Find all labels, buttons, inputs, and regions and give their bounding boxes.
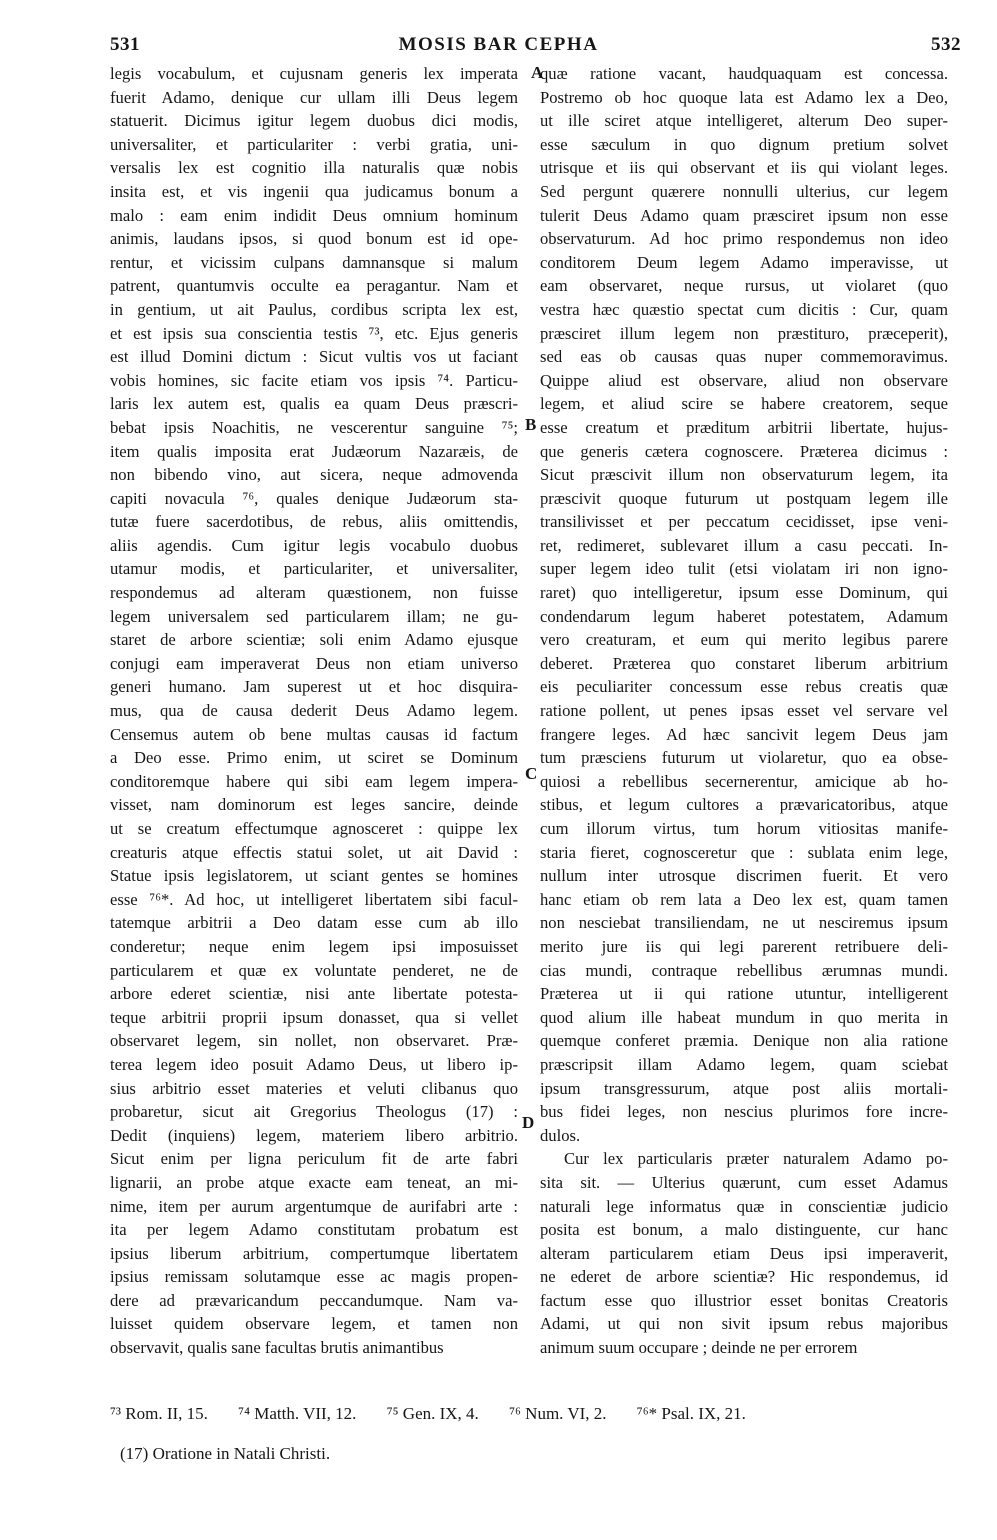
text-line: sius arbitrio esset materies et veluti clibanus quo bbox=[110, 1078, 518, 1098]
text-line: cias mundi, contraque rebellibus ærumnas mundi. bbox=[540, 960, 948, 980]
text-line: sita sit. — Ulterius quærunt, cum esset Adamus bbox=[540, 1172, 948, 1192]
text-line: conditoremque habere qui sibi eam legem impera- bbox=[110, 771, 518, 791]
text-line: versalis lex est cognitio illa naturalis quæ nobis bbox=[110, 158, 518, 178]
text-line: ipsius liberum arbitrium, compertumque libertatem bbox=[110, 1243, 518, 1263]
text-line: est illud Domini dictum : Sicut vultis vos ut faciant bbox=[110, 347, 518, 367]
running-title: MOSIS BAR CEPHA bbox=[398, 34, 599, 55]
text-line: stibus, et legum cultores a prævaricatoribus, atque bbox=[540, 795, 948, 815]
footnote: ⁷⁴ Matth. VII, 12. bbox=[238, 1404, 357, 1423]
text-line: esse creatum et præditum arbitrii libertate, hujus- bbox=[540, 417, 948, 437]
text-line: Quippe aliud est observare, aliud non observare bbox=[540, 370, 948, 390]
text-line: nime, item per aurum argentumque de aurifabri arte : bbox=[110, 1196, 518, 1216]
text-line: mus, qua de causa dederit Deus Adamo legem. bbox=[110, 701, 518, 721]
text-line: ipsius remissam solutamque esse ac magis propen- bbox=[110, 1267, 518, 1287]
page-number-left: 531 bbox=[110, 34, 140, 55]
text-line: tutæ fuere sacerdotibus, de rebus, aliis omittendis, bbox=[110, 512, 518, 532]
text-line: esse ⁷⁶*. Ad hoc, ut intelligeret libertatem sibi facul- bbox=[110, 889, 518, 909]
text-line: animis, laudans ipsos, si quod bonum est id ope- bbox=[110, 229, 518, 249]
text-line: quiosi a rebellibus secernerentur, amicique ab ho- bbox=[540, 771, 948, 791]
text-line: Sicut enim per ligna periculum fit de arte fabri bbox=[110, 1149, 518, 1169]
page-number-right: 532 bbox=[931, 34, 961, 55]
text-line: bus fidei leges, non nescius plurimos fore incre- bbox=[540, 1102, 948, 1122]
text-line: particularem et quæ ex voluntate penderet, ne de bbox=[110, 960, 518, 980]
text-line: præscripsit illam Adamo legem, quam sciebat bbox=[540, 1054, 948, 1074]
text-line: utamur modis, et particulariter, et universaliter, bbox=[110, 559, 518, 579]
text-line: Sed pergunt quærere nonnulli ulterius, cur legem bbox=[540, 181, 948, 201]
text-line: animum suum occupare ; deinde ne per errorem bbox=[540, 1338, 858, 1358]
text-line: Adami, ut qui non sivit ipsum rebus majoribus bbox=[540, 1314, 948, 1334]
text-line: que generis cætera cognoscere. Præterea dicimus : bbox=[540, 441, 948, 461]
text-line: non bibendo vino, aut sicera, neque admovenda bbox=[110, 465, 518, 485]
text-line: fuerit Adamo, denique cur ullam illi Deus legem bbox=[110, 87, 518, 107]
text-column-left bbox=[110, 62, 518, 1360]
text-column-right bbox=[540, 62, 948, 1360]
text-line: utrisque et iis qui observant et iis qui violant leges. bbox=[540, 158, 948, 178]
text-line: esse sæculum in quo dignum pretium solvet bbox=[540, 134, 948, 154]
text-line: terea legem ideo posuit Adamo Deus, ut libero ip- bbox=[110, 1054, 518, 1074]
text-line: alteram particularem etiam Deus ipsi imperaverit, bbox=[540, 1243, 948, 1263]
text-line: præsciret illum legem non præstituro, præceperit), bbox=[540, 323, 948, 343]
text-line: lignarii, an probe atque exacte eam teneat, an mi- bbox=[110, 1172, 518, 1192]
text-line: item qualis imposita erat Judæorum Nazaræis, de bbox=[110, 441, 518, 461]
footnotes bbox=[110, 1402, 910, 1426]
text-line: quæ ratione vacant, haudquaquam est concessa. bbox=[540, 64, 948, 83]
text-line: naturali lege informatus quæ in conscientiæ judicio bbox=[540, 1196, 948, 1216]
text-line: merito jure iis qui legi parerent retribuere deli- bbox=[540, 936, 948, 956]
text-line: vero creaturam, et eum qui merito legibus parere bbox=[540, 630, 948, 650]
text-line: condendarum legum haberet potestatem, Adamum bbox=[540, 606, 948, 626]
text-line: luisset quidem observare legem, et tamen non bbox=[110, 1314, 518, 1334]
text-line: a Deo esse. Primo enim, ut sciret se Dominum bbox=[110, 748, 518, 768]
text-line: dulos. bbox=[540, 1125, 581, 1145]
text-line: observaret legem, sin nollet, non observaret. Præ- bbox=[110, 1031, 518, 1051]
text-line: staret de arbore scientiæ; soli enim Adamo ejusque bbox=[110, 630, 518, 650]
text-line: conderetur; neque enim legem ipsi imposuisset bbox=[110, 936, 518, 956]
margin-marker-d: D bbox=[522, 1113, 535, 1132]
text-line: factum esse quo illustrior esset bonitas Creatoris bbox=[540, 1290, 948, 1310]
text-line: ratione pollent, ut penes ipsas esset vel servare vel bbox=[540, 701, 948, 721]
margin-marker-a: A bbox=[531, 63, 544, 82]
margin-marker-b: B bbox=[525, 415, 537, 434]
text-line: hanc etiam ob rem lata a Deo lex est, quam tamen bbox=[540, 889, 948, 909]
text-line: nullum inter utrosque discrimen fuerit. Et vero bbox=[540, 866, 948, 886]
footnote: ⁷⁶ Num. VI, 2. bbox=[509, 1404, 607, 1423]
text-line: transilivisset et per peccatum cecidisset, ipse veni- bbox=[540, 512, 948, 532]
text-line: Censemus autem ob bene multas causas id factum bbox=[110, 724, 518, 744]
text-line: sed eas ob causas quas nuper commemoravimus. bbox=[540, 347, 948, 367]
text-line: rentur, et vicissim culpans damnansque si malum bbox=[110, 252, 518, 272]
text-line: super legem ideo tulit (etsi violatam iri non igno- bbox=[540, 559, 948, 579]
footnote: ⁷³ Rom. II, 15. bbox=[110, 1404, 208, 1423]
text-line: respondemus ad alteram quæstionem, non fuisse bbox=[110, 583, 518, 603]
text-line: tum præsciens futurum ut violaretur, quo ea obse- bbox=[540, 748, 948, 768]
text-line: bebat ipsis Noachitis, ne vescerentur sanguine ⁷⁵; bbox=[110, 417, 518, 437]
text-line: capiti novacula ⁷⁶, quales denique Judæorum sta- bbox=[110, 488, 518, 508]
margin-marker-c: C bbox=[525, 764, 538, 783]
text-line: legis vocabulum, et cujusnam generis lex imperata bbox=[110, 64, 518, 83]
text-line: quemque conferet præmia. Denique non alia ratione bbox=[540, 1031, 948, 1051]
text-line: tulerit Deus Adamo quam præsciret ipsum non esse bbox=[540, 205, 948, 225]
text-line: ut se creatum effectumque agnosceret : quippe lex bbox=[110, 819, 518, 838]
text-line: in gentium, ut ait Paulus, cordibus scripta lex est, bbox=[110, 299, 518, 319]
text-line: eam observaret, neque rursus, ut violaret (quo bbox=[540, 276, 948, 296]
text-line: ut ille sciret atque intelligeret, alterum Deo super- bbox=[540, 111, 948, 131]
text-line: staria fieret, cognosceretur que : sublata enim lege, bbox=[540, 842, 948, 862]
text-line: cum illorum virtus, tum horum vitiositas manife- bbox=[540, 819, 948, 838]
footnote: ⁷⁶* Psal. IX, 21. bbox=[636, 1404, 746, 1423]
text-line: creaturis atque effectis statui solet, ut ait David : bbox=[110, 842, 518, 862]
text-line: posita est bonum, a malo distinguente, cur hanc bbox=[540, 1220, 948, 1240]
text-line: et est ipsis sua conscientia testis ⁷³, etc. Ejus generis bbox=[110, 323, 518, 343]
text-line: Præterea ut ii qui ratione utuntur, intelligerent bbox=[540, 984, 948, 1004]
text-line: arbore ederet scientiæ, nisi ante libertate potesta- bbox=[110, 984, 518, 1004]
text-line: ita per legem Adamo constitutam probatum est bbox=[110, 1220, 518, 1240]
text-line: probaretur, sicut ait Gregorius Theologus (17) : bbox=[110, 1102, 518, 1122]
text-line: legem universalem sed particularem illam; ne gu- bbox=[110, 606, 518, 626]
text-line: Cur lex particularis præter naturalem Adamo po- bbox=[564, 1149, 948, 1169]
text-line: legem, et aliud scire se habere creatorem, seque bbox=[540, 394, 948, 414]
text-line: laris lex autem est, qualis ea quam Deus præscri- bbox=[110, 394, 518, 414]
text-line: quod alium ille habeat mundum in quo merita in bbox=[540, 1007, 948, 1027]
text-line: insita est, et vis ingenii qua judicamus bonum a bbox=[110, 181, 518, 201]
text-line: dere ad prævaricandum peccandumque. Nam va- bbox=[110, 1290, 518, 1310]
footnote-17: (17) Oratione in Natali Christi. bbox=[120, 1444, 331, 1463]
text-line: patrent, quantumvis occulte ea peragantur. Nam et bbox=[110, 276, 518, 296]
text-line: observavit, qualis sane facultas brutis animantibus bbox=[110, 1338, 444, 1358]
text-line: observaturum. Ad hoc primo respondemus non ideo bbox=[540, 229, 948, 249]
text-line: conditorem Deum legem Adamo imperavisse, ut bbox=[540, 252, 948, 272]
text-line: Sicut præscivit illum non observaturum legem, ita bbox=[540, 465, 948, 485]
text-line: Statue ipsis legislatorem, ut sciant gentes se homines bbox=[110, 866, 518, 886]
text-line: teque arbitrii proprii ipsum donasset, qua si vellet bbox=[110, 1007, 518, 1027]
text-line: universaliter, et particulariter : verbi gratia, uni- bbox=[110, 134, 518, 154]
text-line: vobis homines, sic facite etiam vos ipsis ⁷⁴. Particu- bbox=[110, 370, 518, 390]
text-line: generi humano. Jam superest ut et hoc disquira- bbox=[110, 677, 518, 697]
text-line: Postremo ob hoc quoque lata est Adamo lex a Deo, bbox=[540, 87, 948, 107]
text-line: vestra hæc quæstio spectat cum dicitis : Cur, quam bbox=[540, 299, 948, 319]
text-line: eis peculiariter concessum esse rebus creatis quæ bbox=[540, 677, 948, 697]
text-line: ne ederet de arbore scientiæ? Hic respondemus, id bbox=[540, 1267, 948, 1287]
text-line: Dedit (inquiens) legem, materiem libero arbitrio. bbox=[110, 1125, 518, 1145]
text-line: non nesciebat transiliendam, ne ut nesciremus ipsum bbox=[540, 913, 948, 933]
text-line: conjugi eam imperaverat Deus non etiam universo bbox=[110, 653, 518, 673]
text-line: præscivit quoque futurum ut postquam legem ille bbox=[540, 488, 948, 508]
text-line: visset, nam dominorum est leges sancire, deinde bbox=[110, 795, 518, 815]
text-line: deberet. Præterea quo constaret liberum arbitrium bbox=[540, 653, 948, 673]
text-line: raret) quo intelligeretur, ipsum esse Dominum, qui bbox=[540, 583, 948, 603]
text-line: aliis agendis. Cum igitur legis vocabulo duobus bbox=[110, 535, 518, 555]
footnote: ⁷⁵ Gen. IX, 4. bbox=[386, 1404, 479, 1423]
text-line: frangere leges. Ad hæc sancivit legem Deus jam bbox=[540, 724, 948, 744]
text-line: ipsum transgressurum, atque post aliis mortali- bbox=[540, 1078, 948, 1098]
text-line: malo : eam enim indidit Deus omnium hominum bbox=[110, 205, 518, 225]
text-line: statuerit. Dicimus igitur legem duobus dici modis, bbox=[110, 111, 518, 131]
text-line: tatemque arbitrii a Deo datam esse cum ab illo bbox=[110, 913, 518, 933]
text-line: ret, redimeret, sublevaret illum a casu peccati. In- bbox=[540, 535, 948, 555]
